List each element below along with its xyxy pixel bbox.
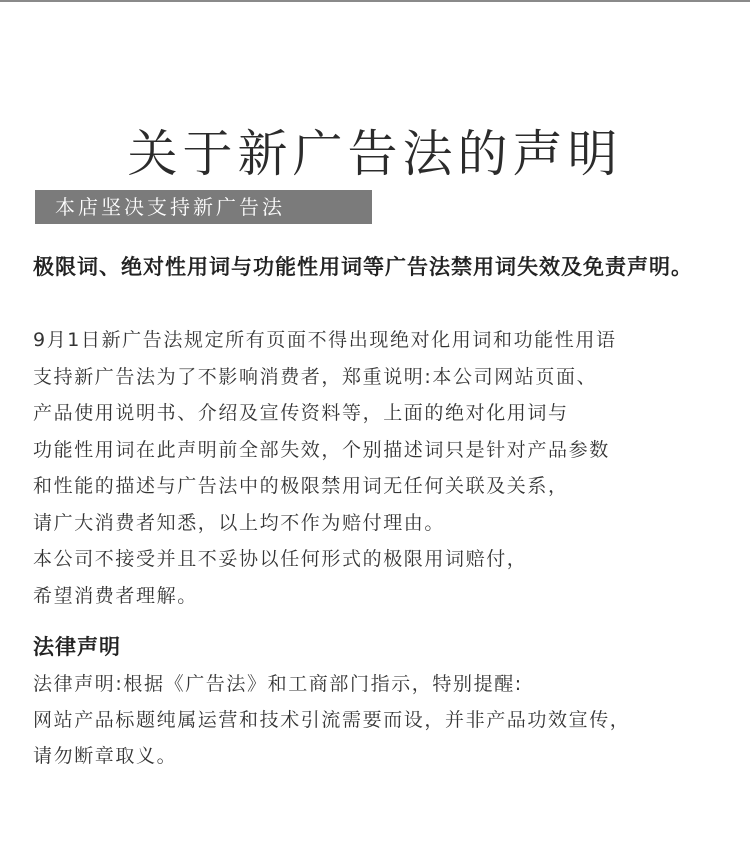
legal-paragraph — [33, 666, 733, 774]
paragraph-line: 网站产品标题纯属运营和技术引流需要而设，并非产品功效宣传， — [33, 709, 631, 731]
paragraph-line: 请勿断章取义。 — [33, 745, 178, 767]
top-divider — [0, 0, 750, 2]
paragraph-line: 本公司不接受并且不妥协以任何形式的极限用词赔付， — [33, 548, 528, 570]
paragraph-line: 产品使用说明书、介绍及宣传资料等，上面的绝对化用词与 — [33, 402, 569, 424]
paragraph-line: 希望消费者理解。 — [33, 584, 198, 607]
declaration-paragraph — [33, 322, 733, 614]
page-title: 关于新广告法的声明 — [127, 124, 623, 183]
banner — [35, 190, 372, 224]
paragraph-line: 法律声明:根据《广告法》和工商部门指示，特别提醒: — [33, 673, 523, 695]
paragraph-line: 功能性用词在此声明前全部失效，个别描述词只是针对产品参数 — [33, 438, 610, 461]
paragraph-line: 9月1日新广告法规定所有页面不得出现绝对化用词和功能性用语 — [33, 329, 617, 351]
disclaimer-heading: 极限词、绝对性用词与功能性用词等广告法禁用词失效及免责声明。 — [33, 255, 693, 279]
paragraph-line: 和性能的描述与广告法中的极限禁用词无任何关联及关系， — [33, 475, 569, 497]
paragraph-line: 请广大消费者知悉，以上均不作为赔付理由。 — [33, 511, 446, 534]
banner-label: 本店坚决支持新广告法 — [55, 195, 285, 219]
paragraph-line: 支持新广告法为了不影响消费者，郑重说明:本公司网站页面、 — [33, 365, 598, 388]
legal-heading: 法律声明 — [33, 635, 121, 659]
